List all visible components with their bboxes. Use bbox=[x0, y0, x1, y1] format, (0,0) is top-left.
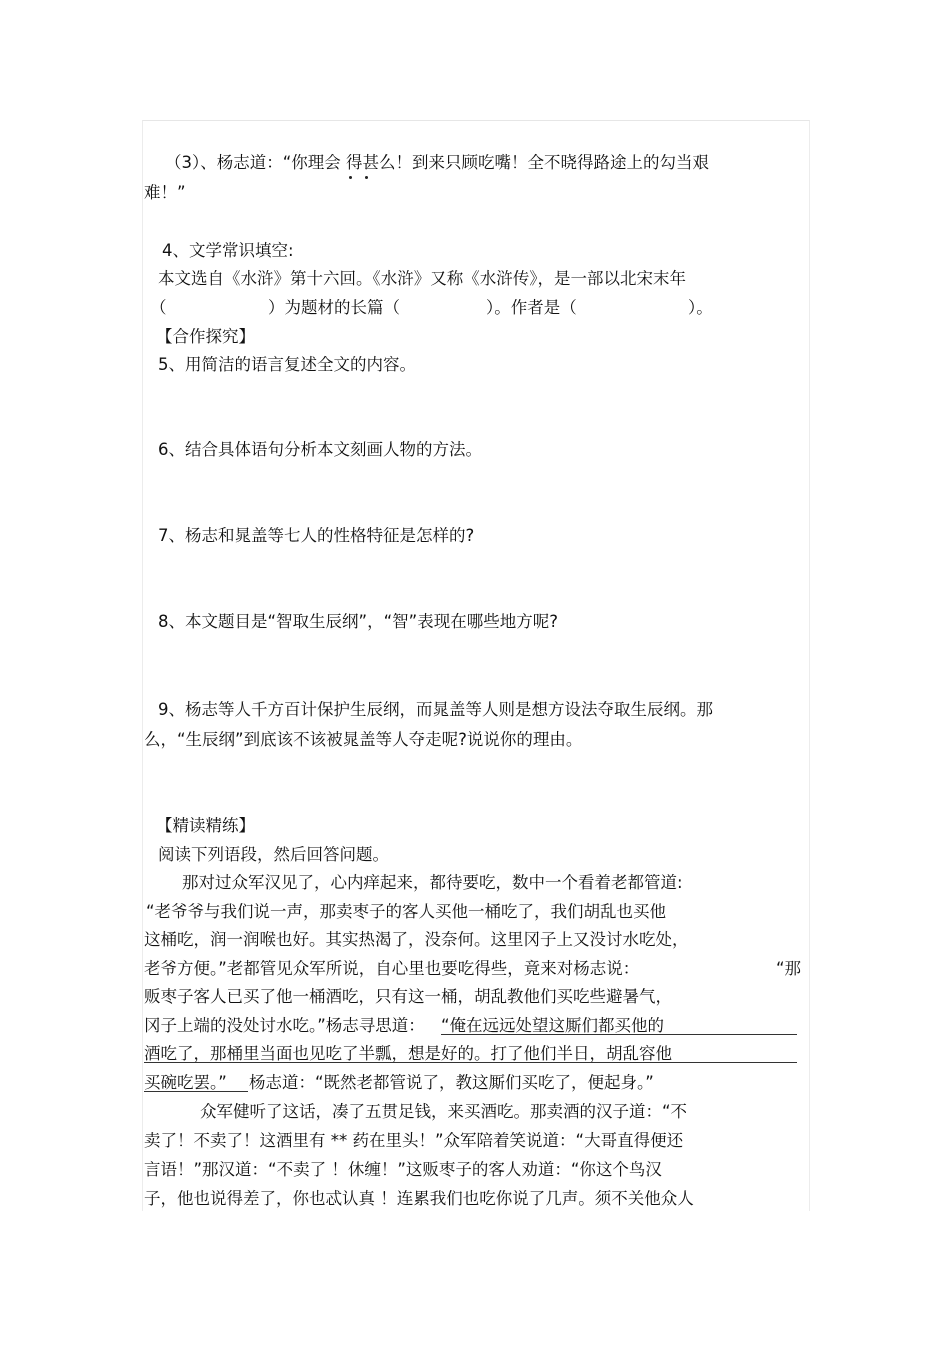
q4-line-2-author: ）。作者是（ bbox=[486, 298, 577, 317]
q4-line-2-end: ）。 bbox=[688, 298, 713, 317]
passage-line-4-end: “那 bbox=[776, 959, 802, 978]
passage-line-2: “老爷爷与我们说一声，那卖枣子的客人买他一桶吃了，我们胡乱也买他 bbox=[146, 902, 667, 921]
passage-line-5: 贩枣子客人已买了他一桶酒吃，只有这一桶，胡乱教他们买吃些避暑气， bbox=[144, 987, 672, 1006]
question-5: 5、用简洁的语言复述全文的内容。 bbox=[158, 355, 416, 374]
passage-line-1: 那对过众军汉见了，心内痒起来，都待要吃，数中一个看着老都管道: bbox=[182, 873, 683, 892]
passage-line-6: 冈子上端的没处讨水吃。”杨志寻思道： bbox=[144, 1016, 425, 1035]
q3-line-2: 难！” bbox=[144, 183, 186, 202]
emphasis-dot bbox=[349, 176, 352, 179]
coop-heading: 【合作探究】 bbox=[156, 327, 255, 346]
passage-line-4: 老爷方便。”老都管见众军所说，自心里也要吃得些，竟来对杨志说： bbox=[144, 959, 640, 978]
passage-line-3: 这桶吃，润一润喉也好。其实热渴了，没奈何。这里冈子上又没讨水吃处， bbox=[144, 930, 689, 949]
passage-line-12: 子，他也说得差了，你也忒认真 ！连累我们也吃你说了几声。须不关他众人 bbox=[144, 1189, 694, 1208]
question-9-line-2: 么，“生辰纲”到底该不该被晁盖等人夺走呢?说说你的理由。 bbox=[144, 730, 583, 749]
passage-line-6-quote: “俺在远远处望这厮们都买他的 bbox=[441, 1016, 665, 1035]
passage-line-11: 言语！”那汉道：“不卖了 ！休缠！”这贩枣子的客人劝道：“你这个鸟汉 bbox=[144, 1160, 662, 1179]
question-8: 8、本文题目是“智取生辰纲”，“智”表现在哪些地方呢? bbox=[158, 612, 558, 631]
underline bbox=[441, 1034, 797, 1035]
passage-line-7: 酒吃了，那桶里当面也见吃了半瓢，想是好的。打了他们半日，胡乱容他 bbox=[144, 1044, 672, 1063]
q3-line-1: （3）、杨志道：“你理会 得甚么！到来只顾吃嘴！全不晓得路途上的勾当艰 bbox=[165, 153, 710, 172]
passage-line-8: 杨志道：“既然老都管说了，教这厮们买吃了，便起身。” bbox=[249, 1073, 654, 1092]
practice-instruction: 阅读下列语段，然后回答问题。 bbox=[158, 845, 389, 864]
q4-title: 4、文学常识填空: bbox=[162, 241, 294, 260]
question-9-line-1: 9、杨志等人千方百计保护生辰纲，而晁盖等人则是想方设法夺取生辰纲。那 bbox=[158, 700, 713, 719]
q4-line-1: 本文选自《水浒》第十六回。《水浒》又称《水浒传》，是一部以北宋末年 bbox=[158, 269, 686, 288]
passage-line-9: 众军健听了这话，凑了五贯足钱，来买酒吃。那卖酒的汉子道：“不 bbox=[200, 1102, 688, 1121]
question-6: 6、结合具体语句分析本文刻画人物的方法。 bbox=[158, 440, 482, 459]
underline bbox=[144, 1062, 797, 1063]
q4-line-2-mid: ）为题材的长篇（ bbox=[268, 298, 400, 317]
passage-line-8-underlined: 买碗吃罢。” bbox=[144, 1073, 227, 1092]
question-7: 7、杨志和晁盖等七人的性格特征是怎样的? bbox=[158, 526, 475, 545]
practice-heading: 【精读精练】 bbox=[156, 816, 255, 835]
passage-line-10: 卖了！不卖了！这酒里有 ** 药在里头！”众军陪着笑说道：“大哥直得便还 bbox=[144, 1131, 684, 1150]
underline bbox=[144, 1091, 248, 1092]
emphasis-dot bbox=[365, 176, 368, 179]
q4-blank-open-1: （ bbox=[150, 298, 167, 317]
